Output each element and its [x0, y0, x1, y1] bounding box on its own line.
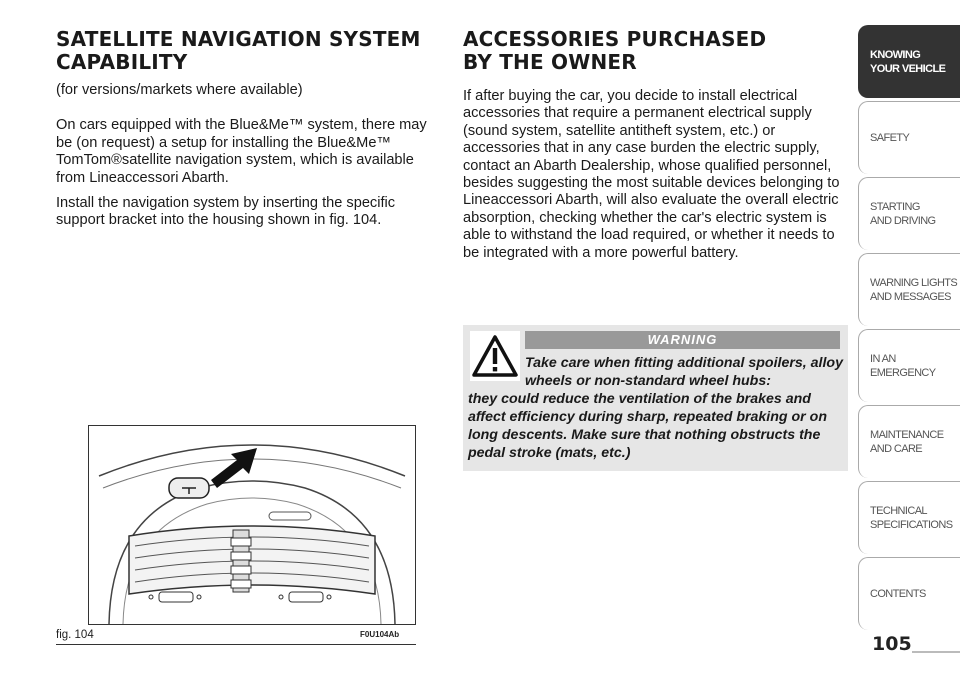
accessories-heading-line1: ACCESSORIES PURCHASED — [463, 27, 767, 51]
warning-box — [463, 325, 848, 471]
tab-in-an-emergency[interactable] — [858, 329, 960, 402]
tab-knowing-your-vehicle[interactable] — [858, 25, 960, 98]
navigation-section — [56, 28, 438, 238]
accessories-section — [463, 28, 848, 270]
accessories-paragraph: If after buying the car, you decide to install electrical accessories that require a permanent electrical supply (sound system, satellite antitheft system, etc.) or accessories that in any case burden the electric supply, contact an Abarth Dealership, whose qualified personnel, besides suggesting the most suitable devices belonging to Lineaccessori Abarth, will also evaluate the overall electric absorption, checking whether the car's electric system is able to withstand the load required, or whether it needs to be integrated with a more powerful battery. — [463, 88, 840, 261]
tab-label: CONTENTS — [870, 588, 926, 600]
figure-caption: fig. 104 — [56, 629, 94, 641]
warning-triangle-icon — [470, 331, 520, 381]
dashboard-vent-illustration — [89, 426, 415, 624]
tab-label: MAINTENANCE AND CARE — [870, 429, 944, 455]
tab-maintenance[interactable] — [858, 405, 960, 478]
chapter-sidebar — [858, 25, 960, 630]
tab-label: SAFETY — [870, 132, 910, 144]
tab-contents[interactable] — [858, 557, 960, 630]
warning-text-first: Take care when fitting additional spoilers, alloy wheels or non-standard wheel hubs: — [525, 355, 843, 389]
tab-label: WARNING LIGHTS AND MESSAGES — [870, 277, 958, 303]
page-number: 105 — [872, 633, 912, 655]
tab-technical-specifications[interactable] — [858, 481, 960, 554]
navigation-heading-line1: SATELLITE NAVIGATION SYSTEM — [56, 27, 421, 51]
warning-label: WARNING — [525, 331, 840, 349]
dashboard-vent-figure — [88, 425, 416, 625]
tab-label: KNOWING YOUR VEHICLE — [870, 49, 946, 75]
figure-code: F0U104Ab — [360, 630, 400, 639]
tab-safety[interactable] — [858, 101, 960, 174]
page-number-rule — [912, 651, 960, 653]
navigation-heading — [56, 28, 438, 74]
figure-divider — [56, 644, 416, 645]
tab-starting-and-driving[interactable] — [858, 177, 960, 250]
tab-label: IN AN EMERGENCY — [870, 353, 936, 379]
navigation-paragraph-1: On cars equipped with the Blue&Me™ system, there may be (on request) a setup for installing the Blue&Me™ TomTom®satellite navigation system, which is available from Lineaccessori Abarth. — [56, 117, 427, 186]
accessories-heading — [463, 28, 848, 74]
accessories-heading-line2: BY THE OWNER — [463, 50, 637, 74]
tab-label: STARTING AND DRIVING — [870, 201, 936, 227]
tab-label: TECHNICAL SPECIFICATIONS — [870, 505, 953, 531]
warning-text-rest: they could reduce the ventilation of the brakes and affect efficiency during sharp, repeated braking or on long descents. Make sure that nothing obstructs the pedal stroke (mats, etc.) — [468, 391, 827, 461]
tab-warning-lights[interactable] — [858, 253, 960, 326]
navigation-subtitle: (for versions/markets where available) — [56, 82, 303, 98]
navigation-heading-line2: CAPABILITY — [56, 50, 188, 74]
navigation-paragraph-2: Install the navigation system by inserting the specific support bracket into the housing shown in fig. 104. — [56, 195, 396, 229]
